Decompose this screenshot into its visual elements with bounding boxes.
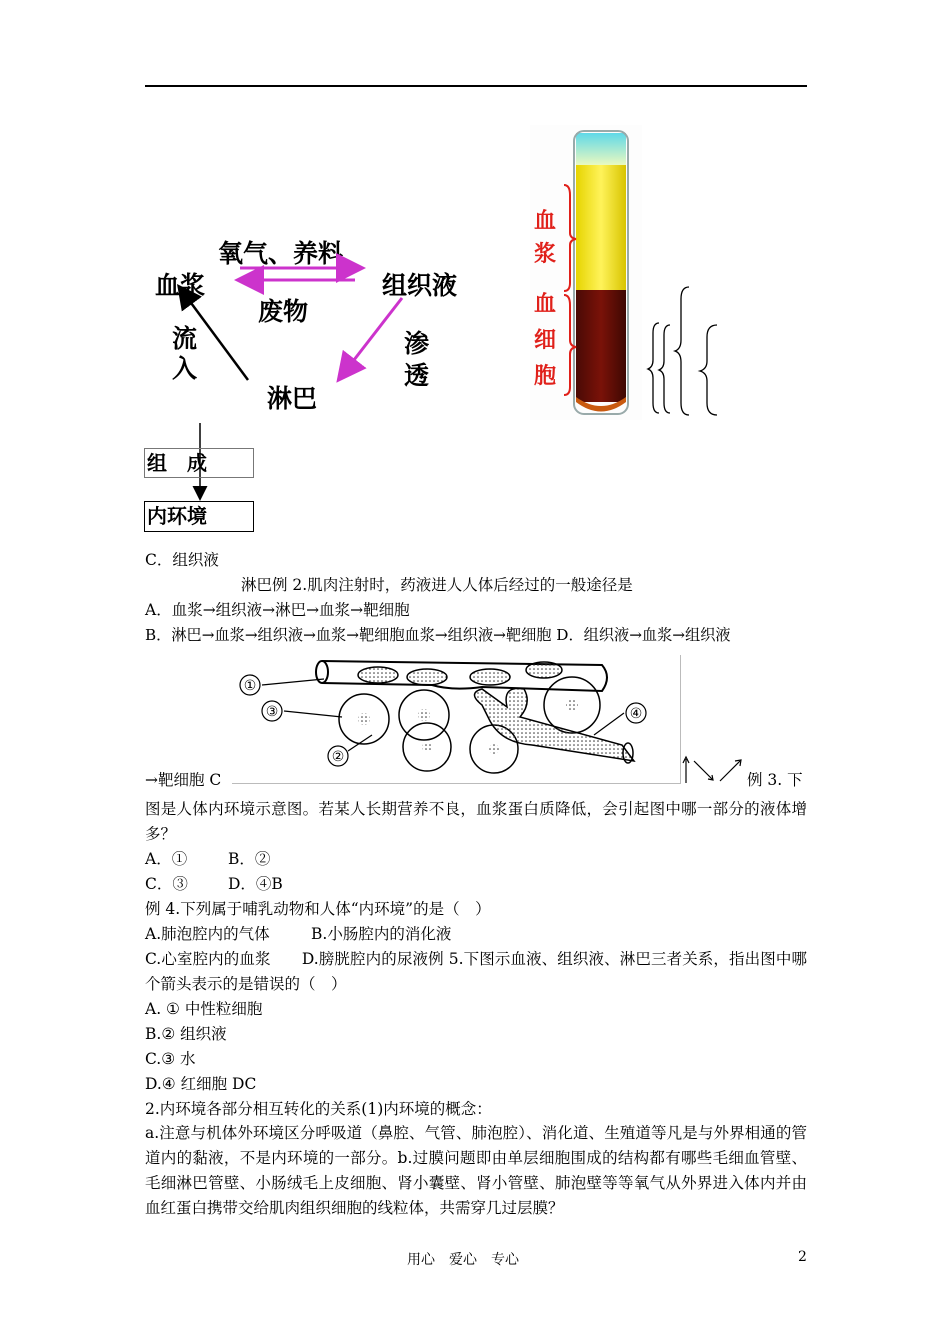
oxygen-label: 氧气、养料 xyxy=(218,239,344,268)
seep-label-1: 渗 xyxy=(404,329,430,358)
seep-label-2: 透 xyxy=(404,361,430,390)
line-option-b: B．淋巴→血浆→组织液→血浆→靶细胞血浆→组织液→靶细胞 D．组织液→血浆→组织液 xyxy=(145,626,731,644)
blood-tube-figure xyxy=(530,125,642,420)
internal-environment-figure xyxy=(232,655,681,784)
arrow-seep xyxy=(340,298,402,378)
ex5-option-c: C.③ 水 xyxy=(145,1050,196,1068)
line-example-4: 例 4.下列属于哺乳动物和人体“内环境”的是（ ） xyxy=(145,900,491,918)
ex3-option-c: C．③ xyxy=(145,875,188,893)
line-option-c: C．组织液 xyxy=(145,551,219,569)
line-target-cell-c: →靶细胞 C xyxy=(145,771,222,789)
line-example-3-start: 例 3. 下 xyxy=(747,771,803,789)
ex5-option-d: D.④ 红细胞 DC xyxy=(145,1075,257,1093)
line-example-3-question: 图是人体内环境示意图。若某人长期营养不良，血浆蛋白质降低，会引起图中哪一部分的液体增多？ xyxy=(145,800,807,843)
tissue-fluid-label: 组织液 xyxy=(382,271,458,300)
concept-paragraph: a.注意与机体外环境区分呼吸道（鼻腔、气管、肺泡腔）、消化道、生殖道等凡是与外界相通的管道内的黏液，不是内环境的一部分。b.过膜问题即由单层细胞围成的结构都有哪些毛细血管壁、毛细淋巴管壁、小肠绒毛上皮细胞、肾小囊壁、肾小管壁、肺泡壁等等氧气从外界进入体内并由血红蛋白携带交给肌肉组织细胞的线粒体，共需穿几过层膜？ xyxy=(145,1124,807,1217)
line-example-2: 淋巴例 2.肌肉注射时，药液进人人体后经过的一般途径是 xyxy=(241,576,633,594)
ex3-option-d: D．④B xyxy=(228,875,283,893)
brace-marks xyxy=(645,285,725,420)
tissue-diagram xyxy=(232,655,680,783)
tube-plasma-label-1: 血 xyxy=(534,209,557,234)
compose-box: 组 成 xyxy=(144,448,254,478)
ex4-option-b: B.小肠腔内的消化液 xyxy=(311,925,452,943)
lymph-label: 淋巴 xyxy=(267,384,318,413)
footer-motto: 用心 爱心 专心 xyxy=(407,1252,519,1268)
tube-cells-label-2: 细 xyxy=(534,328,557,353)
ex4-option-a: A.肺泡腔内的气体 xyxy=(145,925,270,943)
tube-plasma-label-2: 浆 xyxy=(534,242,557,267)
ex5-option-b: B.② 组织液 xyxy=(145,1025,227,1043)
waste-label: 废物 xyxy=(258,297,309,326)
ex4-option-cd-example-5: C.心室腔内的血浆 D.膀胱腔内的尿液例 5.下图示血液、组织液、淋巴三者关系，指出图中哪个箭头表示的是错误的（ ） xyxy=(145,950,807,993)
ex3-option-b: B．② xyxy=(228,850,271,868)
tube-cells-label-1: 血 xyxy=(534,292,557,317)
page-number: 2 xyxy=(798,1249,807,1265)
figure-label-4: ④ xyxy=(629,706,643,722)
plasma-label: 血浆 xyxy=(155,271,206,300)
line-option-a: A．血浆→组织液→淋巴→血浆→靶细胞 xyxy=(145,601,410,619)
figure-label-2: ② xyxy=(331,749,345,765)
flow-in-label-2: 入 xyxy=(172,354,198,383)
ex5-option-a: A. ① 中性粒细胞 xyxy=(145,1000,263,1018)
tube-cells-label-3: 胞 xyxy=(534,364,557,389)
internal-environment-box: 内环境 xyxy=(144,501,254,532)
figure-label-3: ③ xyxy=(265,704,279,720)
small-arrows-figure xyxy=(682,755,744,785)
section-heading: 2.内环境各部分相互转化的关系(1)内环境的概念： xyxy=(145,1100,492,1118)
arrow-flow-in xyxy=(180,288,248,380)
figure-label-1: ① xyxy=(243,678,257,694)
flow-in-label-1: 流 xyxy=(172,324,198,353)
header-rule xyxy=(145,85,807,87)
ex3-option-a: A．① xyxy=(145,850,188,868)
